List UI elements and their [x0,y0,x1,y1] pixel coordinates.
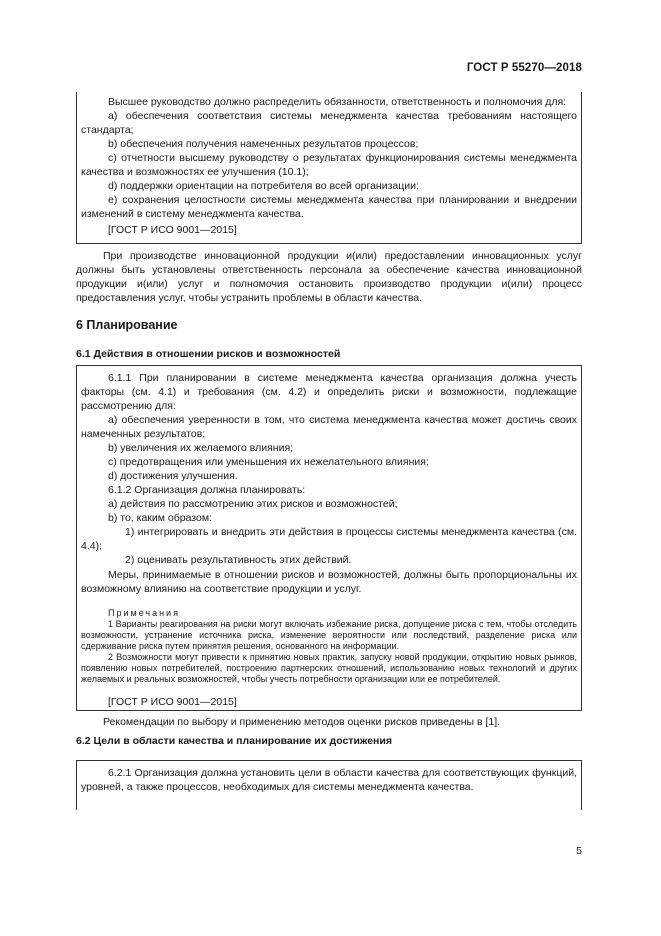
body-paragraph [76,249,582,305]
list-item: d) достижения улучшения. [108,470,238,482]
clause-text: Меры, принимаемые в отношении рисков и возможностей, должны быть пропорциональны их возможному влиянию на соответствие продукции и услуг. [81,569,577,595]
page-number: 5 [576,845,582,857]
section-heading-6-1: 6.1 Действия в отношении рисков и возможностей [76,348,341,360]
quote-reference: [ГОСТ Р ИСО 9001—2015] [108,224,237,236]
quote-line: b) обеспечения получения намеченных результатов процессов; [108,138,419,150]
notes-title: Примечания [108,608,180,618]
quote-line: Высшее руководство должно распределить обязанности, ответственность и полномочия для: [108,96,567,108]
body-paragraph [76,715,582,729]
list-subitem: 2) оценивать результативность этих действий. [125,554,352,566]
list-item: b) то, каким образом: [108,512,212,524]
quote-line: d) поддержки ориентации на потребителя во всей организации; [108,180,419,192]
clause-text: 6.2.1 Организация должна установить цели в области качества для соответствующих функций, уровней, а также процессов, необходимых для системы менеджмента качества. [81,767,577,793]
section-heading-6-2: 6.2 Цели в области качества и планирование их достижения [76,735,392,747]
clause-text: 6.1.1 При планировании в системе менеджмента качества организация должна учесть факторы (см. 4.1) и требования (см. 4.2) и определить риски и возможности, подлежащие рассмотрению для: [81,372,577,412]
document-header: ГОСТ Р 55270—2018 [466,62,582,74]
paragraph-text: Рекомендации по выбору и применению методов оценки рисков приведены в [1]. [103,716,501,728]
quote-line: e) сохранения целостности системы менеджмента качества при планировании и внедрении изменений в систему менеджмента качества. [81,194,577,220]
list-item: c) предотвращения или уменьшения их нежелательного влияния; [108,456,429,468]
quote-box-5-3 [76,92,582,244]
list-item: b) увеличения их желаемого влияния; [108,442,294,454]
quote-line: a) обеспечения соответствия системы менеджмента качества требованиям настоящего стандарта; [81,110,577,136]
section-heading-6: 6 Планирование [76,318,178,332]
note-text: 1 Варианты реагирования на риски могут включать избежание риска, допущение риска с тем, чтобы отследить возможности, устранение источника риска, изменение вероятности или последствий, разделение риска или сдерживание риска путем принятия решения, основанного на информации. [81,619,577,651]
paragraph-text: При производстве инновационной продукции и(или) предоставлении инновационных услуг должны быть установлены ответственность персонала за обеспечение качества инновационной продукции и(или) услуг и полномочия остановить производство продукции и(или) процесс предоставления услуг, чтобы устранить проблемы в области качества. [76,250,582,304]
list-item: a) обеспечения уверенности в том, что система менеджмента качества может достичь своих намеченных результатов; [81,414,577,440]
list-subitem: 1) интегрировать и внедрить эти действия в процессы системы менеджмента качества (см. 4.4); [81,526,577,552]
quote-line: c) отчетности высшему руководству о результатах функционирования системы менеджмента качества и возможностях ее улучшения (10.1); [81,152,577,178]
quote-box-6-1 [76,365,582,711]
quote-reference: [ГОСТ Р ИСО 9001—2015] [108,696,237,708]
clause-text: 6.1.2 Организация должна планировать: [108,484,306,496]
note-text: 2 Возможности могут привести к принятию новых практик, запуску новой продукции, открытию новых рынков, появлению новых потребителей, построению партнерских отношений, использованию новых технологий и других желаемых и реальных возможностей, чтобы учесть потребности организации или ее потребителей. [81,652,577,684]
list-item: a) действия по рассмотрению этих рисков и возможностей; [108,498,398,510]
quote-box-6-2 [76,760,582,810]
